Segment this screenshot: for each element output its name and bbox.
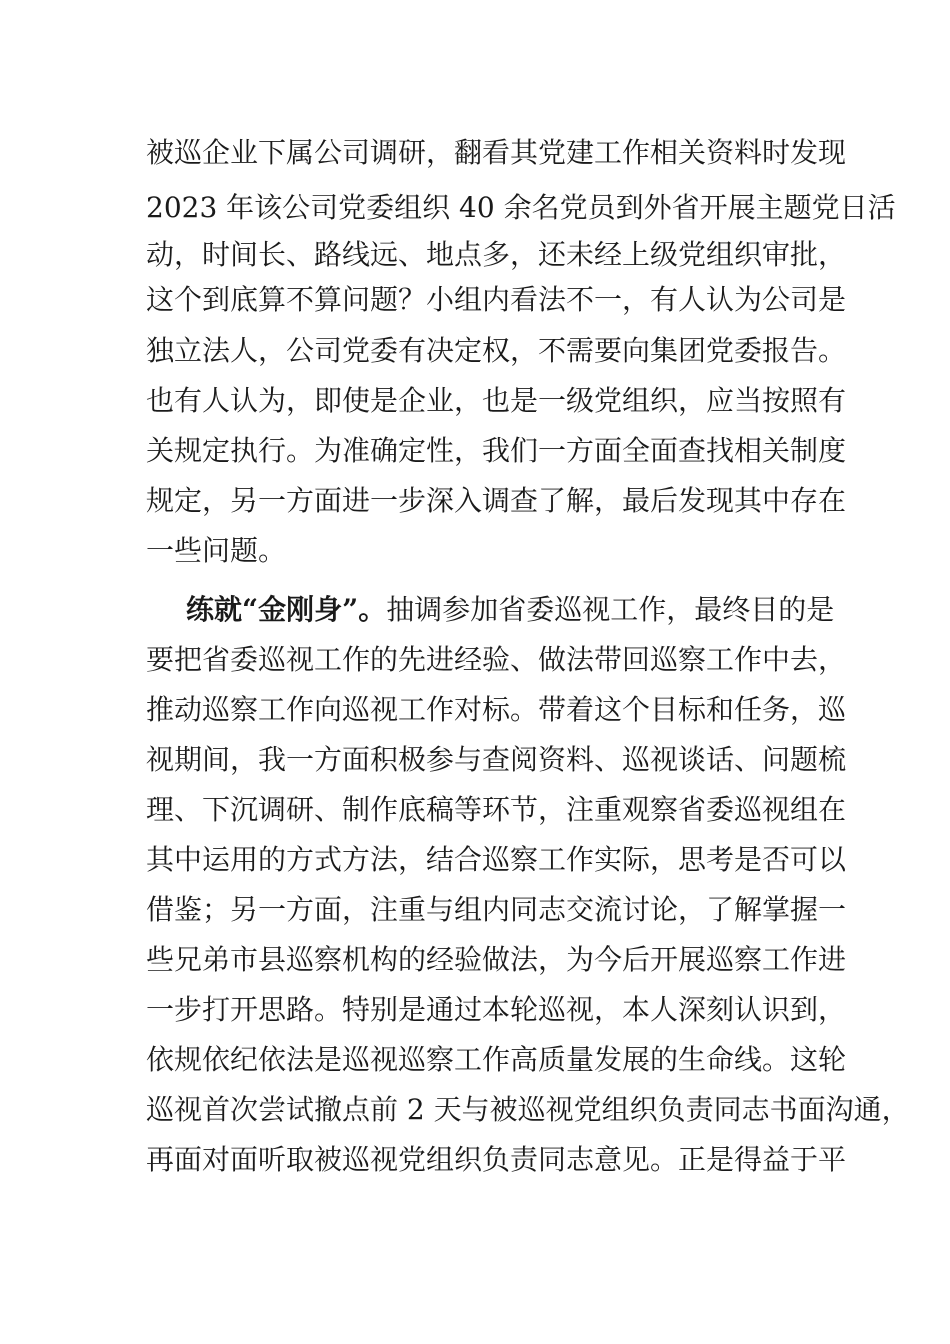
paragraph1-line-1: 被巡企业下属公司调研，翻看其党建工作相关资料时发现 <box>146 136 847 169</box>
paragraph2-line-8: 些兄弟市县巡察机构的经验做法，为今后开展巡察工作进 <box>146 943 847 976</box>
paragraph2-line-1-text: 抽调参加省委巡视工作，最终目的是 <box>386 593 835 626</box>
paragraph1-line-4: 这个到底算不算问题？小组内看法不一，有人认为公司是 <box>146 283 847 316</box>
paragraph1-line-9: 一些问题。 <box>146 534 287 567</box>
paragraph2-line-9: 一步打开思路。特别是通过本轮巡视，本人深刻认识到， <box>146 993 847 1026</box>
paragraph2-line-4: 视期间，我一方面积极参与查阅资料、巡视谈话、问题梳 <box>146 743 847 776</box>
paragraph2-line-10: 依规依纪依法是巡视巡察工作高质量发展的生命线。这轮 <box>146 1043 847 1076</box>
paragraph1-line-3: 动，时间长、路线远、地点多，还未经上级党组织审批， <box>146 238 847 271</box>
paragraph2-line-2: 要把省委巡视工作的先进经验、做法带回巡察工作中去， <box>146 643 847 676</box>
paragraph2-line-5: 理、下沉调研、制作底稿等环节，注重观察省委巡视组在 <box>146 793 847 826</box>
paragraph1-line-2: 2023 年该公司党委组织 40 余名党员到外省开展主题党日活 <box>146 191 896 224</box>
paragraph1-line-5: 独立法人，公司党委有决定权，不需要向集团党委报告。 <box>146 334 847 367</box>
paragraph2-heading: 练就“金刚身”。 <box>186 593 387 626</box>
paragraph1-line-6: 也有人认为，即使是企业，也是一级党组织，应当按照有 <box>146 384 847 417</box>
paragraph2-line-7: 借鉴；另一方面，注重与组内同志交流讨论，了解掌握一 <box>146 893 847 926</box>
paragraph1-line-8: 规定，另一方面进一步深入调查了解，最后发现其中存在 <box>146 484 847 517</box>
paragraph2-line-6: 其中运用的方式方法，结合巡察工作实际，思考是否可以 <box>146 843 847 876</box>
paragraph2-line-12: 再面对面听取被巡视党组织负责同志意见。正是得益于平 <box>146 1143 847 1176</box>
paragraph2-line-11: 巡视首次尝试撤点前 2 天与被巡视党组织负责同志书面沟通， <box>146 1093 910 1126</box>
paragraph2-line-1 <box>186 583 835 637</box>
paragraph1-line-7: 关规定执行。为准确定性，我们一方面全面查找相关制度 <box>146 434 847 467</box>
paragraph2-line-3: 推动巡察工作向巡视工作对标。带着这个目标和任务，巡 <box>146 693 847 726</box>
